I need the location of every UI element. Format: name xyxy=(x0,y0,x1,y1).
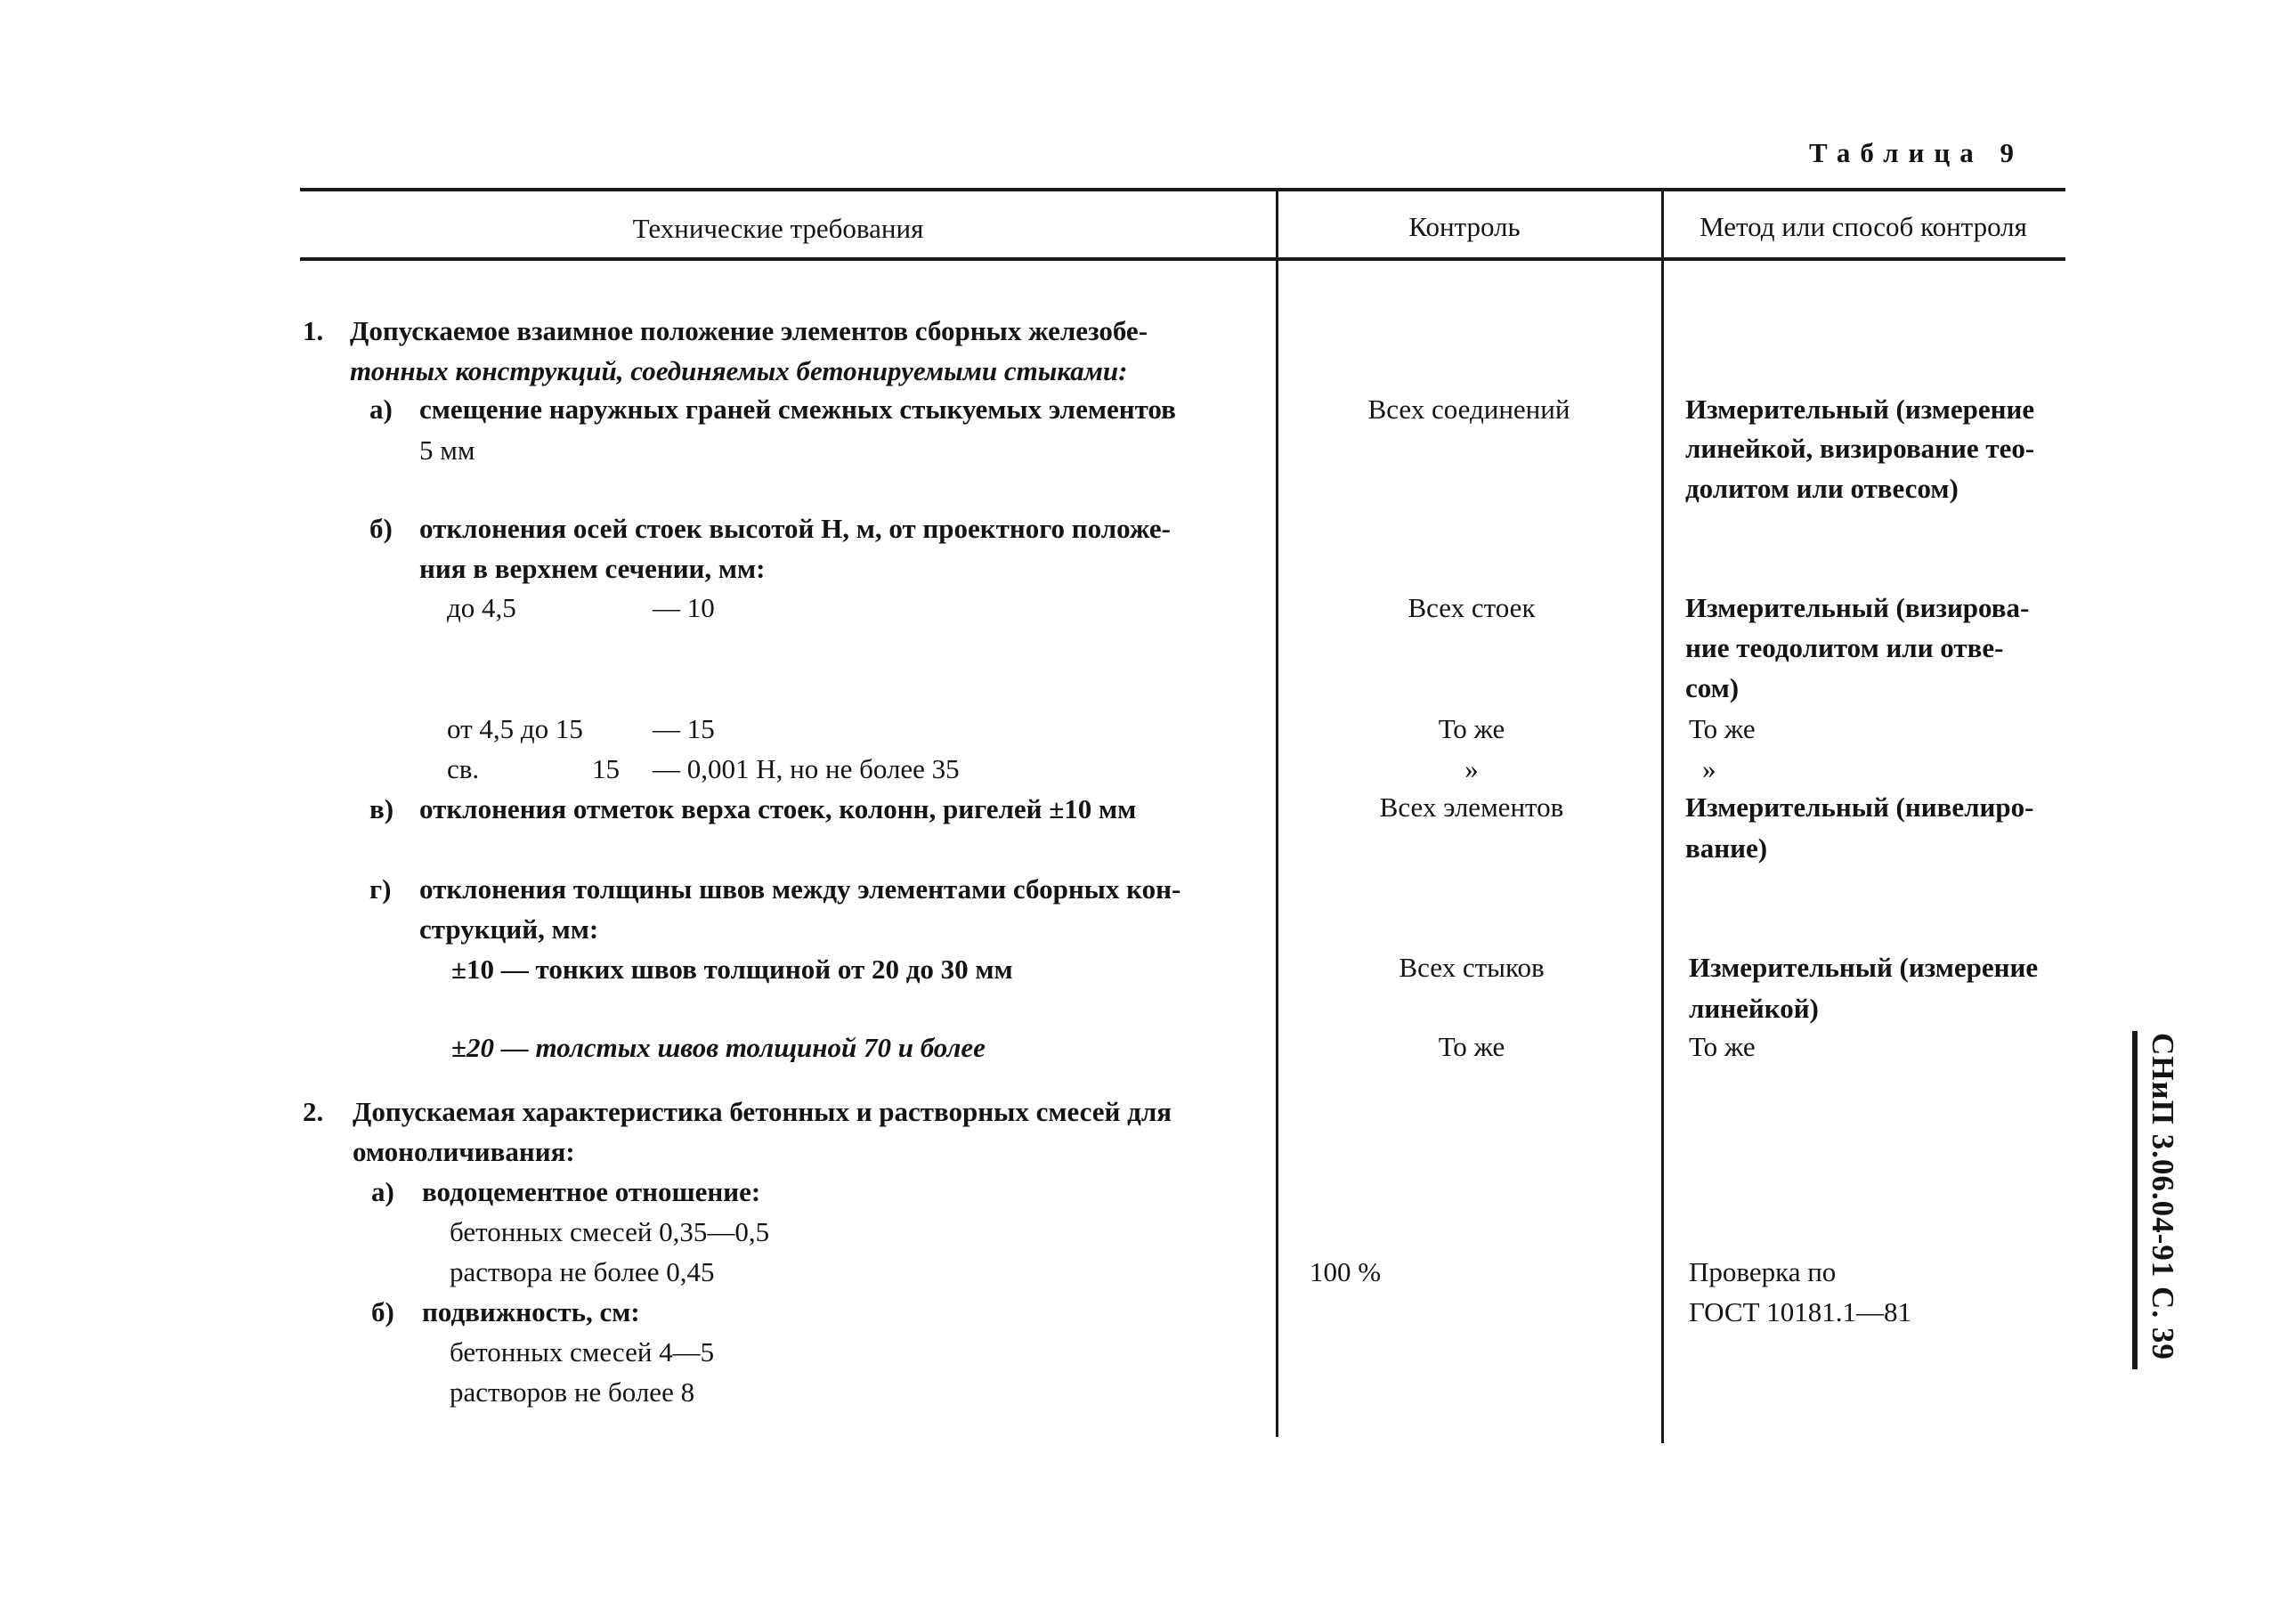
item-1g-row-2-control: То же xyxy=(1438,1031,1505,1062)
item-2a-line-1: бетонных смесей 0,35—0,5 xyxy=(450,1216,770,1247)
item-1g-row-1-control: Всех стыков xyxy=(1399,952,1545,983)
item-1v-method-2: вание) xyxy=(1685,832,1768,864)
item-1a-line-1: смещение наружных граней смежных стыкуемых элементов xyxy=(419,394,1176,425)
item-1b-line-1: отклонения осей стоек высотой H, м, от проектного положе- xyxy=(419,513,1172,544)
item-1g-row-2-text: ±20 — толстых швов толщиной 70 и более xyxy=(451,1032,986,1063)
item-1g-marker: г) xyxy=(369,873,392,905)
item-1b-row-3-method: » xyxy=(1702,753,1716,784)
section-1-number: 1. xyxy=(303,315,324,346)
side-document-code xyxy=(2132,1031,2189,1369)
item-1g-row-2-method: То же xyxy=(1689,1031,1756,1062)
item-2b-marker: б) xyxy=(371,1296,394,1327)
item-1b-row-1-method-2: ние теодолитом или отве- xyxy=(1685,632,2004,663)
item-1a-line-2: 5 мм xyxy=(419,434,475,466)
item-1b-row-2-range: от 4,5 до 15 xyxy=(447,713,583,744)
item-1b-row-1-range: до 4,5 xyxy=(447,592,516,623)
header-bottom-rule xyxy=(300,257,2065,261)
item-2b-line-1: бетонных смесей 4—5 xyxy=(450,1336,715,1368)
item-1b-row-3-value: — 0,001 H, но не более 35 xyxy=(653,753,960,784)
section-1-line-1: Допускаемое взаимное положение элементов сборных железобе- xyxy=(350,315,1148,346)
side-document-code-text: СНиП 3.06.04-91 С. 39 xyxy=(2146,1033,2180,1360)
column-divider-1 xyxy=(1276,188,1278,1437)
item-1b-row-1-control: Всех стоек xyxy=(1408,592,1536,623)
item-1a-method-2: линейкой, визирование тео- xyxy=(1685,433,2035,464)
item-1a-method-1: Измерительный (измерение xyxy=(1685,394,2035,425)
table-top-rule xyxy=(300,188,2065,191)
header-control: Контроль xyxy=(1408,211,1521,242)
item-1a-control: Всех соединений xyxy=(1367,394,1570,425)
item-1a-method-3: долитом или отвесом) xyxy=(1685,473,1959,504)
item-1b-row-2-method: То же xyxy=(1689,713,1756,744)
section-2-number: 2. xyxy=(303,1096,324,1127)
section-2-control: 100 % xyxy=(1310,1256,1382,1287)
item-1b-row-1-value: — 10 xyxy=(653,592,715,623)
header-requirements: Технические требования xyxy=(632,213,924,244)
item-1b-row-3-prefix: св. xyxy=(447,753,480,784)
item-1g-row-1-method-2: линейкой) xyxy=(1689,993,1819,1024)
item-1g-row-1-method-1: Измерительный (измерение xyxy=(1689,952,2039,983)
header-method: Метод или способ контроля xyxy=(1700,211,2027,242)
column-divider-2 xyxy=(1661,188,1664,1443)
item-1b-row-3-control: » xyxy=(1464,753,1479,784)
item-1b-row-1-method-3: сом) xyxy=(1685,672,1740,703)
item-1b-line-2: ния в верхнем сечении, мм: xyxy=(419,553,766,584)
section-1-line-2: тонных конструкций, соединяемых бетонируемыми стыками: xyxy=(350,355,1128,386)
table-label: Таблица 9 xyxy=(1809,137,2024,168)
item-1b-row-2-value: — 15 xyxy=(653,713,715,744)
item-1v-marker: в) xyxy=(369,793,394,824)
item-2b-text: подвижность, см: xyxy=(422,1296,640,1327)
section-2-line-2: омоноличивания: xyxy=(353,1136,575,1167)
item-1b-row-3-num: 15 xyxy=(592,753,620,784)
section-2-line-1: Допускаемая характеристика бетонных и растворных смесей для xyxy=(353,1096,1172,1127)
item-2a-line-2: раствора не более 0,45 xyxy=(450,1256,715,1287)
item-2a-marker: а) xyxy=(371,1176,394,1207)
item-1b-row-1-method-1: Измерительный (визирова- xyxy=(1685,592,2030,623)
item-1v-control: Всех элементов xyxy=(1379,791,1564,823)
section-2-method-1: Проверка по xyxy=(1689,1256,1837,1287)
item-1g-row-1-text: ±10 — тонких швов толщиной от 20 до 30 мм xyxy=(451,954,1013,985)
item-1g-line-1: отклонения толщины швов между элементами сборных кон- xyxy=(419,873,1181,905)
item-1g-line-2: струкций, мм: xyxy=(419,913,599,945)
item-1b-marker: б) xyxy=(369,513,393,544)
item-1b-row-2-control: То же xyxy=(1438,713,1505,744)
item-2b-line-2: растворов не более 8 xyxy=(450,1376,695,1408)
section-2-method-2: ГОСТ 10181.1—81 xyxy=(1689,1296,1912,1327)
item-1v-text: отклонения отметок верха стоек, колонн, ригелей ±10 мм xyxy=(419,793,1137,824)
item-1a-marker: а) xyxy=(369,394,393,425)
item-1v-method-1: Измерительный (нивелиро- xyxy=(1685,791,2034,823)
item-2a-text: водоцементное отношение: xyxy=(422,1176,761,1207)
